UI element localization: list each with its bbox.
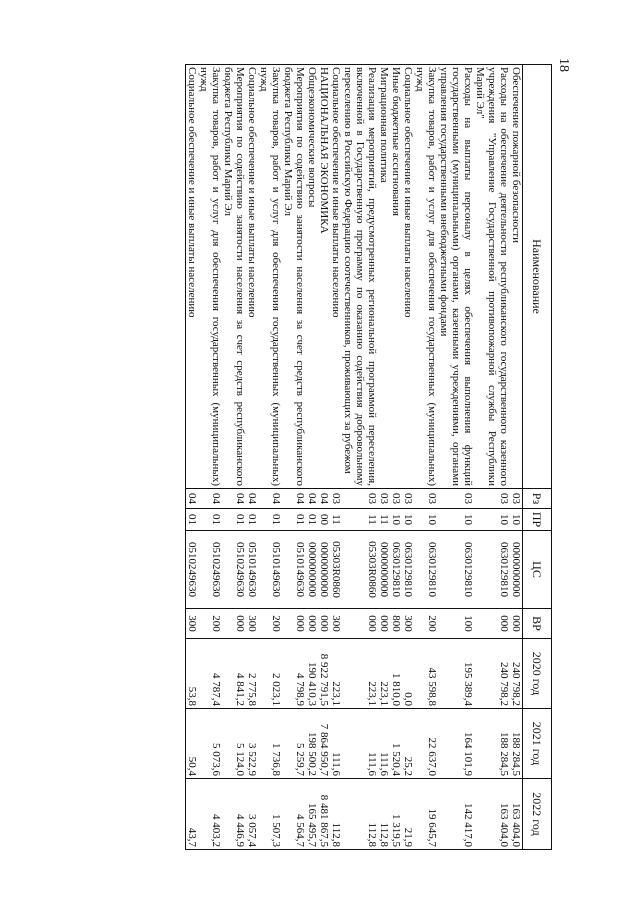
- cell-vr: 000: [378, 609, 390, 639]
- cell-y2022: 1 319,5: [390, 779, 402, 850]
- cell-rz: 03: [438, 489, 474, 509]
- cell-y2021: 7 864 950,7: [318, 709, 330, 779]
- cell-y2020: 4 787,4: [198, 639, 222, 709]
- cell-name: Социальное обеспечение и иные выплаты населению: [402, 65, 414, 489]
- header-name: Наименование: [523, 65, 552, 489]
- cell-y2022: 112,8: [330, 779, 342, 850]
- cell-pr: 11: [342, 509, 378, 531]
- cell-y2021: 111,6: [378, 709, 390, 779]
- header-vr: ВР: [523, 609, 552, 639]
- cell-name: Мероприятия по содействию занятости населения за счет средств республиканского бюджета Республики Марий Эл: [282, 65, 306, 489]
- cell-cs: 0630129810: [474, 531, 510, 609]
- cell-cs: 0510149630: [258, 531, 282, 609]
- cell-rz: 04: [306, 489, 318, 509]
- cell-y2020: 2 023,1: [258, 639, 282, 709]
- cell-vr: 000: [306, 609, 318, 639]
- cell-y2020: 1 810,0: [390, 639, 402, 709]
- cell-y2022: 4 564,7: [282, 779, 306, 850]
- cell-cs: 0630129810: [414, 531, 438, 609]
- cell-rz: 03: [390, 489, 402, 509]
- cell-y2021: 1 520,4: [390, 709, 402, 779]
- cell-y2022: 112,8: [378, 779, 390, 850]
- rotated-page-content: [97, 64, 552, 849]
- cell-rz: 04: [186, 489, 199, 509]
- cell-y2020: 8 922 791,5: [318, 639, 330, 709]
- cell-cs: 0630129810: [402, 531, 414, 609]
- budget-table: [185, 64, 552, 850]
- cell-y2021: 22 637,0: [414, 709, 438, 779]
- cell-y2021: 25,2: [402, 709, 414, 779]
- cell-cs: 0510249630: [198, 531, 222, 609]
- cell-vr: 200: [198, 609, 222, 639]
- header-rz: Рз: [523, 489, 552, 509]
- cell-pr: 10: [402, 509, 414, 531]
- cell-rz: 04: [246, 489, 258, 509]
- cell-vr: 000: [474, 609, 510, 639]
- cell-rz: 03: [342, 489, 378, 509]
- cell-y2021: 164 101,9: [438, 709, 474, 779]
- cell-cs: 0510249630: [222, 531, 246, 609]
- table-row: [342, 65, 378, 850]
- cell-y2020: 4 798,9: [282, 639, 306, 709]
- cell-y2021: 1 736,8: [258, 709, 282, 779]
- cell-y2022: 4 446,9: [222, 779, 246, 850]
- cell-rz: 03: [414, 489, 438, 509]
- cell-vr: 000: [510, 609, 523, 639]
- cell-rz: 04: [282, 489, 306, 509]
- cell-cs: 0630129810: [390, 531, 402, 609]
- header-2021: 2021 год: [523, 709, 552, 779]
- header-2022: 2022 год: [523, 779, 552, 850]
- table-row: [438, 65, 474, 850]
- table-row: [246, 65, 258, 850]
- cell-rz: 04: [318, 489, 330, 509]
- cell-cs: 0000000000: [306, 531, 318, 609]
- cell-y2021: 3 522,9: [246, 709, 258, 779]
- cell-rz: 03: [378, 489, 390, 509]
- cell-y2021: 5 124,0: [222, 709, 246, 779]
- cell-name: Закупка товаров, работ и услуг для обеспечения государственных (муниципальных) нужд: [258, 65, 282, 489]
- cell-y2022: 1 507,3: [258, 779, 282, 850]
- cell-cs: 0000000000: [510, 531, 523, 609]
- cell-y2022: 163 404,0: [510, 779, 523, 850]
- cell-y2020: 223,1: [378, 639, 390, 709]
- cell-pr: 01: [186, 509, 199, 531]
- cell-cs: 0510149630: [282, 531, 306, 609]
- table-row: [198, 65, 222, 850]
- cell-vr: 300: [246, 609, 258, 639]
- cell-y2020: 0,0: [402, 639, 414, 709]
- table-row: [258, 65, 282, 850]
- table-row: [330, 65, 342, 850]
- cell-y2022: 165 495,7: [306, 779, 318, 850]
- cell-y2020: 190 410,3: [306, 639, 318, 709]
- cell-y2022: 19 645,7: [414, 779, 438, 850]
- page-number: 18: [556, 58, 571, 72]
- cell-cs: 0630129810: [438, 531, 474, 609]
- cell-name: Миграционная политика: [378, 65, 390, 489]
- cell-y2022: 112,8: [342, 779, 378, 850]
- cell-cs: 0000000000: [378, 531, 390, 609]
- table-row: [222, 65, 246, 850]
- cell-y2021: 111,6: [342, 709, 378, 779]
- table-row: [402, 65, 414, 850]
- cell-rz: 03: [510, 489, 523, 509]
- cell-pr: 01: [282, 509, 306, 531]
- cell-y2021: 50,4: [186, 709, 199, 779]
- table-row: [390, 65, 402, 850]
- cell-y2020: 240 798,2: [474, 639, 510, 709]
- cell-rz: 04: [258, 489, 282, 509]
- cell-y2020: 195 389,4: [438, 639, 474, 709]
- cell-y2021: 111,6: [330, 709, 342, 779]
- cell-name: НАЦИОНАЛЬНАЯ ЭКОНОМИКА: [318, 65, 330, 489]
- cell-rz: 03: [330, 489, 342, 509]
- cell-pr: 01: [258, 509, 282, 531]
- cell-y2020: 240 798,2: [510, 639, 523, 709]
- cell-y2020: 2 775,8: [246, 639, 258, 709]
- cell-pr: 10: [438, 509, 474, 531]
- cell-vr: 800: [390, 609, 402, 639]
- table-row: [414, 65, 438, 850]
- table-body: [186, 65, 523, 850]
- cell-vr: 000: [318, 609, 330, 639]
- cell-y2020: 43 598,8: [414, 639, 438, 709]
- cell-vr: 000: [282, 609, 306, 639]
- cell-vr: 300: [402, 609, 414, 639]
- cell-pr: 11: [330, 509, 342, 531]
- cell-y2021: 5 073,6: [198, 709, 222, 779]
- cell-vr: 300: [330, 609, 342, 639]
- cell-name: Закупка товаров, работ и услуг для обеспечения государственных (муниципальных) нужд: [414, 65, 438, 489]
- table-row: [186, 65, 199, 850]
- cell-pr: 01: [198, 509, 222, 531]
- cell-cs: 0510149630: [246, 531, 258, 609]
- cell-y2020: 223,1: [330, 639, 342, 709]
- cell-y2021: 198 500,2: [306, 709, 318, 779]
- cell-rz: 03: [402, 489, 414, 509]
- cell-pr: 01: [306, 509, 318, 531]
- cell-vr: 200: [414, 609, 438, 639]
- cell-name: Социальное обеспечение и иные выплаты населению: [246, 65, 258, 489]
- cell-vr: 200: [258, 609, 282, 639]
- cell-y2021: 188 284,5: [510, 709, 523, 779]
- cell-pr: 10: [474, 509, 510, 531]
- cell-cs: 05303R0860: [342, 531, 378, 609]
- table-row: [306, 65, 318, 850]
- table-row: [282, 65, 306, 850]
- cell-pr: 01: [222, 509, 246, 531]
- cell-y2021: 188 284,5: [474, 709, 510, 779]
- cell-y2022: 8 481 867,5: [318, 779, 330, 850]
- cell-name: Социальное обеспечение и иные выплаты населению: [330, 65, 342, 489]
- table-row: [378, 65, 390, 850]
- header-cs: ЦС: [523, 531, 552, 609]
- cell-y2022: 21,9: [402, 779, 414, 850]
- cell-cs: 0000000000: [318, 531, 330, 609]
- cell-name: Реализация мероприятий, предусмотренных региональной программой переселения, включенной в Государственную программу по оказанию содействия добровольному переселению в Российскую Федерацию соотечественников, проживающих за рубежом: [342, 65, 378, 489]
- table-row: [318, 65, 330, 850]
- cell-rz: 04: [198, 489, 222, 509]
- table-header-row: [523, 65, 552, 850]
- cell-y2020: 4 841,2: [222, 639, 246, 709]
- cell-name: Социальное обеспечение и иные выплаты населению: [186, 65, 199, 489]
- cell-vr: 000: [222, 609, 246, 639]
- cell-y2021: 5 259,7: [282, 709, 306, 779]
- cell-y2022: 163 404,0: [474, 779, 510, 850]
- cell-rz: 04: [222, 489, 246, 509]
- table-row: [474, 65, 510, 850]
- table-row: [510, 65, 523, 850]
- cell-name: Расходы на выплаты персоналу в целях обеспечения выполнения функций государственными (муниципальными) органами, казенными учреждениями, органами управления государственными внебюджетными фондами: [438, 65, 474, 489]
- cell-vr: 000: [342, 609, 378, 639]
- cell-pr: 10: [510, 509, 523, 531]
- cell-rz: 03: [474, 489, 510, 509]
- cell-y2022: 4 403,2: [198, 779, 222, 850]
- cell-y2022: 142 417,0: [438, 779, 474, 850]
- cell-cs: 0510249630: [186, 531, 199, 609]
- cell-name: Расходы на обеспечение деятельности республиканского государственного казенного учреждения "Управление Государственной противопожарной службы Республики Марий Эл": [474, 65, 510, 489]
- cell-name: Мероприятия по содействию занятости населения за счет средств республиканского бюджета Республики Марий Эл: [222, 65, 246, 489]
- cell-vr: 100: [438, 609, 474, 639]
- cell-name: Закупка товаров, работ и услуг для обеспечения государственных (муниципальных) нужд: [198, 65, 222, 489]
- cell-pr: 10: [414, 509, 438, 531]
- cell-y2022: 43,7: [186, 779, 199, 850]
- cell-pr: 11: [378, 509, 390, 531]
- cell-name: Обеспечение пожарной безопасности: [510, 65, 523, 489]
- header-2020: 2020 год: [523, 639, 552, 709]
- cell-y2020: 223,1: [342, 639, 378, 709]
- cell-y2022: 3 057,4: [246, 779, 258, 850]
- cell-pr: 01: [246, 509, 258, 531]
- cell-cs: 05303R0860: [330, 531, 342, 609]
- cell-name: Общеэкономические вопросы: [306, 65, 318, 489]
- cell-name: Иные бюджетные ассигнования: [390, 65, 402, 489]
- cell-y2020: 53,8: [186, 639, 199, 709]
- cell-pr: 00: [318, 509, 330, 531]
- header-pr: ПР: [523, 509, 552, 531]
- cell-pr: 10: [390, 509, 402, 531]
- cell-vr: 300: [186, 609, 199, 639]
